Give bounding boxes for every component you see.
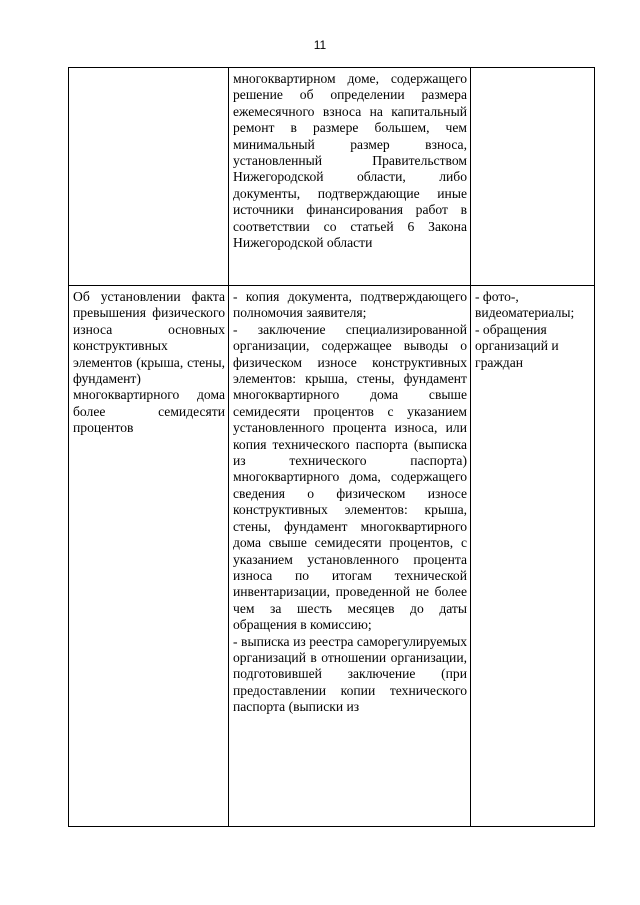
criteria-table <box>68 67 595 827</box>
page-number: 11 <box>313 38 327 52</box>
table-row <box>69 68 595 286</box>
table-cell-criterion <box>69 68 229 286</box>
table-cell-documents <box>229 286 471 827</box>
documents-text: многоквартирном доме, содержащего решение об определении размера ежемесячного взноса на капитальный ремонт в размере большем, чем минимальный размер взноса, установленный Правительством Нижегородской области, либо документы, подтверждающие иные источники финансирования работ в соответствии со статьей 6 Закона Нижегородской области <box>233 71 467 251</box>
table-cell-additional <box>471 286 595 827</box>
additional-list <box>475 289 591 371</box>
additional-item: - фото-, видеоматериалы; <box>475 289 575 321</box>
document-item: - заключение специализированной организации, содержащее выводы о физическом износе конструктивных элементов: крыша, стены, фундамент многоквартирного дома свыше семидесяти процентов с указанием установленного процента износа, или копия технического паспорта (выписка из технического паспорта) многоквартирного дома, содержащего сведения о физическом износе конструктивных элементов: крыша, стены, фундамент многоквартирного дома свыше семидесяти процентов, с указанием установленного процента износа по итогам технической инвентаризации, проведенной не более чем за шесть месяцев до даты обращения в комиссию; <box>233 321 467 633</box>
table-row <box>69 286 595 827</box>
table-cell-additional <box>471 68 595 286</box>
table-cell-documents <box>229 68 471 286</box>
additional-item: - обращения организаций и граждан <box>475 321 559 370</box>
document-item: - копия документа, подтверждающего полномочия заявителя; <box>233 289 467 321</box>
document-item: - выписка из реестра саморегулируемых организаций в отношении организации, подготовившей заключение (при предоставлении копии технического паспорта (выписки из <box>233 633 467 715</box>
table-cell-criterion <box>69 286 229 827</box>
criterion-text: Об установлении факта превышения физического износа основных конструктивных элементов (крыша, стены, фундамент) многоквартирного дома более семидесяти процентов <box>73 289 225 436</box>
